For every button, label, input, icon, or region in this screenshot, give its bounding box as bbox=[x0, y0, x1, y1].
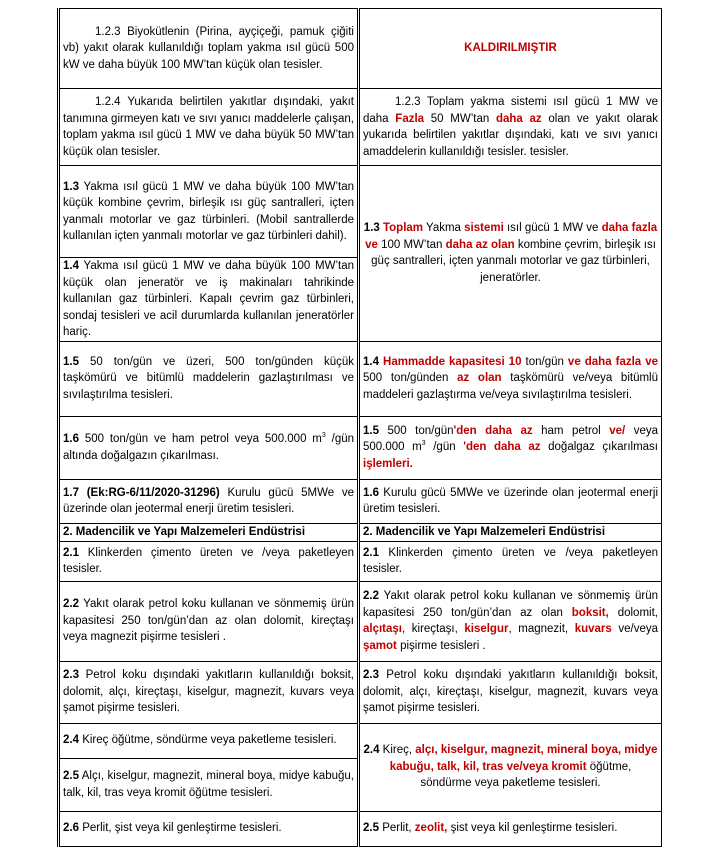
table-row bbox=[59, 416, 662, 479]
text-run: 2.2 bbox=[363, 590, 379, 602]
old-text-cell-2-1 bbox=[59, 541, 359, 581]
text-run: Kireç, bbox=[379, 744, 416, 757]
text-run: 2.4 bbox=[63, 734, 79, 747]
text-run: 500 ton/gün ve ham petrol veya 500.000 m bbox=[79, 433, 322, 445]
text-run: 1.2.4 Yukarıda belirtilen yakıtlar dışındaki, yakıt tanımına girmeyen katı ve sıvı yanıcı maddelerle çalışan, toplam yakma ısıl gücü 1 MW ve daha büyük 50 MW’tan küçük olan tesisler. bbox=[63, 96, 354, 158]
changed-text-run: KALDIRILMIŞTIR bbox=[464, 42, 557, 55]
table-row bbox=[59, 89, 662, 166]
text-run: Klinkerden çimento üreten ve /veya paketleyen tesisler. bbox=[63, 546, 354, 575]
changed-text-run: alçıtaşı bbox=[363, 623, 402, 635]
changed-text-run: 'den daha az bbox=[453, 424, 533, 437]
new-text-cell-removed bbox=[359, 9, 662, 89]
text-run: 2.5 bbox=[363, 822, 379, 835]
superscript: 3 bbox=[321, 432, 326, 440]
new-text-cell-1-4 bbox=[359, 341, 662, 416]
text-run: 1.7 (Ek:RG-6/11/2020-31296) bbox=[63, 486, 220, 499]
changed-text-run: kiselgur bbox=[464, 623, 509, 635]
text-run: Alçı, kiselgur, magnezit, mineral boya, midye kabuğu, talk, kil, tras veya kromit öğütme tesisleri. bbox=[63, 770, 354, 799]
new-text-cell-1-2-3 bbox=[359, 89, 662, 166]
text-run: Kireç öğütme, söndürme veya paketleme tesisleri. bbox=[79, 734, 337, 747]
old-text-cell-1-2-3 bbox=[59, 9, 359, 89]
text-run: Perlit, şist veya kil genleştirme tesisleri. bbox=[79, 822, 282, 835]
changed-text-run: daha az bbox=[495, 112, 542, 125]
text-run: olan ve yakıt olarak yukarıda belirtilen yakıtlar dışındaki, katı ve sıvı yanıcı amaddelerin kullanıldığı tesisler. tesisler. bbox=[363, 112, 659, 158]
old-text-cell-1-3 bbox=[59, 166, 359, 258]
old-text-cell-1-2-4 bbox=[59, 89, 359, 166]
changed-text-run: şamot bbox=[363, 639, 397, 652]
text-run: kombine çevrim, birleşik ısı güç santralleri, içten yanmalı motorlar ve gaz türbinleri, jeneratörler. bbox=[371, 238, 656, 284]
new-section-heading bbox=[359, 523, 662, 541]
text-run: 2. Madencilik ve Yapı Malzemeleri Endüstrisi bbox=[363, 525, 606, 538]
text-run: 2.3 bbox=[363, 669, 379, 682]
changed-text-run: Fazla bbox=[395, 112, 425, 125]
table-row bbox=[59, 479, 662, 523]
text-run: 2.1 bbox=[63, 546, 79, 559]
text-run: , kireçtaşı, bbox=[402, 623, 465, 635]
changed-text-run: sistemi bbox=[464, 222, 504, 235]
changed-text-run: alçı, kiselgur, magnezit, mineral boya, midye kabuğu, talk, kil, tras ve/veya kromit bbox=[389, 744, 658, 773]
text-run: 2.1 bbox=[363, 546, 379, 559]
changed-text-run: az olan bbox=[457, 372, 502, 385]
text-run: Yakıt olarak petrol koku kullanan ve sönmemiş ürün kapasitesi 250 ton/gün’dan az olan bbox=[363, 590, 658, 619]
text-run: öğütme, söndürme veya paketleme tesisleri. bbox=[420, 760, 632, 790]
changed-text-run: işlemleri. bbox=[363, 457, 413, 470]
text-run: 2.6 bbox=[63, 822, 79, 835]
text-run: 1.6 bbox=[63, 433, 79, 445]
text-run: 50 MW’tan bbox=[424, 112, 496, 125]
table-row bbox=[59, 523, 662, 541]
text-run: ısıl gücü 1 MW ve bbox=[503, 222, 602, 235]
text-run: 2.4 bbox=[363, 744, 380, 757]
table-row bbox=[59, 166, 662, 258]
table-row bbox=[59, 661, 662, 723]
text-run: 1.4 bbox=[363, 355, 384, 368]
text-run: Yakma ısıl gücü 1 MW ve daha büyük 100 MW’tan küçük kombine çevrim, birleşik ısı güç santralleri, içten yanmalı motorlar ve gaz türbinleri. (Mobil santrallerde kullanılan içten yanmalı motorlar ve gaz türbinleri dahil). bbox=[63, 180, 354, 242]
old-text-cell-1-6 bbox=[59, 416, 359, 479]
table-row bbox=[59, 723, 662, 758]
text-run: 2.3 bbox=[63, 669, 79, 682]
text-run: Yakma ısıl gücü 1 MW ve daha büyük 100 MW’tan küçük olan jeneratör ve iş makinaları tahrikinde kullanılan gaz türbinleri. Kapalı çevrim gaz türbinleri, sondaj tesisleri ve acil durumlarda kullanılan jeneratörler hariç. bbox=[63, 260, 354, 338]
changed-text-run: ve/ bbox=[609, 424, 626, 437]
changed-text-run: ve daha fazla ve bbox=[567, 355, 658, 368]
superscript: 3 bbox=[421, 440, 426, 448]
text-run: taşkömürü ve/veya bitümlü maddeleri gazlaştırma ve/veya sıvılaştırılma tesisleri. bbox=[363, 372, 659, 401]
text-run: dolomit, bbox=[608, 606, 658, 619]
table-row bbox=[59, 581, 662, 661]
text-run: Yakıt olarak petrol koku kullanan ve sönmemiş ürün kapasitesi 250 ton/gün’dan az olan dolomit, kireçtaşı veya magnezit pişirme tesisleri . bbox=[63, 598, 354, 644]
text-run: 1.5 bbox=[63, 355, 79, 368]
text-run: 1.2.3 Toplam yakma sistemi ısıl gücü 1 MW ve daha bbox=[363, 96, 658, 125]
text-run: şist veya kil genleştirme tesisleri. bbox=[447, 822, 618, 835]
changed-text-run: 'den daha az bbox=[463, 441, 541, 454]
new-text-cell-2-5 bbox=[359, 811, 662, 846]
text-run: Kurulu gücü 5MWe ve üzerinde olan jeotermal enerji üretim tesisleri. bbox=[363, 486, 658, 515]
table-row bbox=[59, 9, 662, 89]
text-run: ham petrol bbox=[532, 424, 610, 437]
text-run: ton/gün bbox=[521, 355, 568, 368]
new-text-cell-2-2 bbox=[359, 581, 662, 661]
text-run: 2.2 bbox=[63, 598, 79, 611]
new-text-cell-1-5 bbox=[359, 416, 662, 479]
text-run: 1.6 bbox=[363, 486, 379, 499]
old-text-cell-1-5 bbox=[59, 341, 359, 416]
text-run: veya 500.000 m bbox=[363, 424, 658, 454]
old-section-heading bbox=[59, 523, 359, 541]
text-run: Kurulu gücü 5MWe ve üzerinde olan jeotermal enerji üretim tesisleri. bbox=[63, 486, 355, 515]
text-run: Perlit, bbox=[379, 822, 415, 835]
changed-text-run: zeolit, bbox=[414, 822, 448, 835]
changed-text-run: boksit, bbox=[571, 606, 609, 619]
text-run: 100 MW’tan bbox=[377, 238, 446, 251]
text-run: Petrol koku dışındaki yakıtların kullanıldığı boksit, dolomit, alçı, kireçtaşı, kiselgur, magnezit, kuvars veya şamot pişirme tesisleri. bbox=[363, 669, 658, 715]
changed-text-run: Hammadde kapasitesi 10 bbox=[383, 355, 522, 368]
changed-text-run: Toplam bbox=[382, 222, 424, 235]
text-run: ve/veya bbox=[611, 623, 658, 635]
new-text-cell-2-4 bbox=[359, 723, 662, 811]
text-run: 50 ton/gün ve üzeri, 500 ton/günden küçük taşkömürü ve bitümlü maddelerin gazlaştırılması ve sıvılaştırılma tesisleri. bbox=[63, 355, 354, 401]
text-run: 500 ton/günden bbox=[363, 372, 458, 385]
text-run: 1.5 bbox=[363, 424, 379, 437]
text-run: Klinkerden çimento üreten ve /veya paketleyen tesisler. bbox=[363, 546, 658, 575]
table-row bbox=[59, 341, 662, 416]
text-run: 2. Madencilik ve Yapı Malzemeleri Endüstrisi bbox=[63, 525, 306, 538]
old-text-cell-2-6 bbox=[59, 811, 359, 846]
new-text-cell-1-6 bbox=[359, 479, 662, 523]
text-run: 1.4 bbox=[63, 260, 79, 272]
text-run: doğalgaz çıkarılması bbox=[540, 441, 658, 454]
new-text-cell-2-3 bbox=[359, 661, 662, 723]
changed-text-run: daha fazla ve bbox=[365, 222, 658, 251]
table-row bbox=[59, 541, 662, 581]
text-run: /gün altında doğalgazın çıkarılması. bbox=[63, 433, 355, 462]
old-text-cell-1-4 bbox=[59, 258, 359, 342]
text-run: , magnezit, bbox=[508, 623, 575, 635]
text-run: 1.2.3 Biyokütlenin (Pirina, ayçiçeği, pamuk çiğiti vb) yakıt olarak kullanıldığı toplam yakma ısıl gücü 500 kW ve daha büyük 100 MW’tan küçük olan tesisler. bbox=[63, 25, 354, 71]
old-text-cell-1-7 bbox=[59, 479, 359, 523]
old-text-cell-2-4 bbox=[59, 723, 359, 758]
old-text-cell-2-5 bbox=[59, 758, 359, 811]
comparison-table bbox=[57, 8, 662, 847]
changed-text-run: daha az olan bbox=[445, 238, 515, 251]
text-run: pişirme tesisleri . bbox=[396, 639, 486, 652]
old-text-cell-2-3 bbox=[59, 661, 359, 723]
old-text-cell-2-2 bbox=[59, 581, 359, 661]
text-run: 2.5 bbox=[63, 770, 79, 782]
text-run: Petrol koku dışındaki yakıtların kullanıldığı boksit, dolomit, alçı, kireçtaşı, kiselgur, magnezit, kuvars veya şamot pişirme tesisleri. bbox=[63, 669, 354, 715]
new-text-cell-2-1 bbox=[359, 541, 662, 581]
text-run: Yakma bbox=[423, 222, 465, 235]
text-run: 1.3 bbox=[363, 222, 383, 235]
text-run: /gün bbox=[425, 441, 464, 454]
table-row bbox=[59, 811, 662, 846]
new-text-cell-1-3 bbox=[359, 166, 662, 342]
changed-text-run: kuvars bbox=[574, 623, 612, 635]
text-run: 500 ton/gün bbox=[379, 424, 454, 437]
text-run: 1.3 bbox=[63, 180, 79, 193]
